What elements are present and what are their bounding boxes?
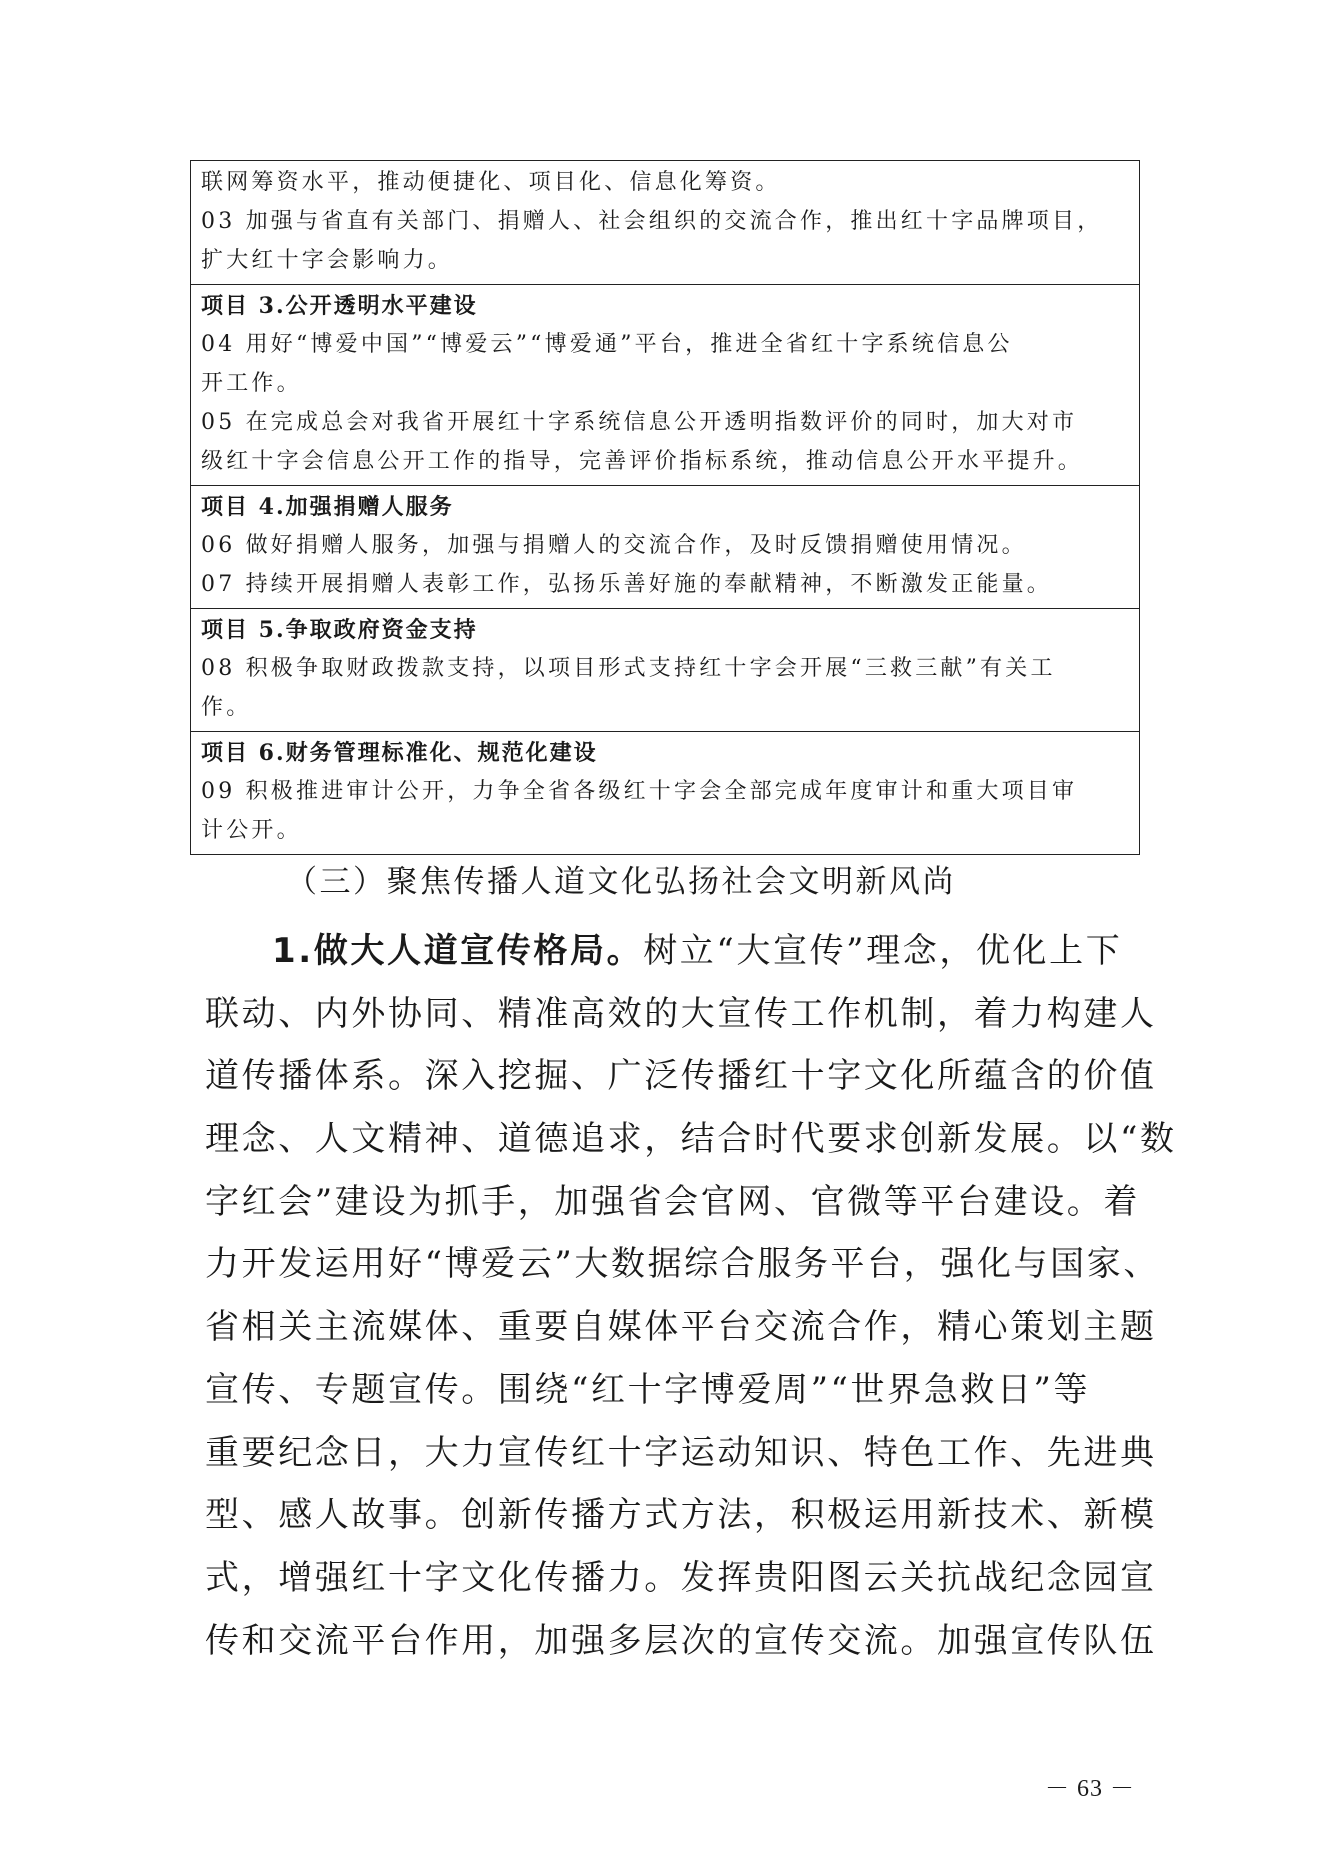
page-number: － 63 －: [1045, 1776, 1135, 1802]
cell-line: 级红十字会信息公开工作的指导，完善评价指标系统，推动信息公开水平提升。: [201, 449, 1084, 474]
cell-line: 07 持续开展捐赠人表彰工作，弘扬乐善好施的奉献精神，不断激发正能量。: [201, 572, 1052, 597]
table-cell: [191, 161, 1140, 285]
project-title: 项目 3.公开透明水平建设: [201, 293, 478, 319]
project-title: 项目 5.争取政府资金支持: [201, 617, 478, 643]
body-line: 重要纪念日，大力宣传红十字运动知识、特色工作、先进典: [205, 1432, 1157, 1473]
body-line: 理念、人文精神、道德追求，结合时代要求创新发展。以“数: [205, 1119, 1177, 1160]
cell-line: 联网筹资水平，推动便捷化、项目化、信息化筹资。: [201, 170, 781, 195]
cell-line: 作。: [201, 695, 252, 720]
body-line: 传和交流平台作用，加强多层次的宣传交流。加强宣传队伍: [205, 1620, 1157, 1661]
body-line: 省相关主流媒体、重要自媒体平台交流合作，精心策划主题: [205, 1307, 1157, 1348]
cell-line: 扩大红十字会影响力。: [201, 248, 454, 273]
body-line: 式，增强红十字文化传播力。发挥贵阳图云关抗战纪念园宣: [205, 1557, 1157, 1598]
table-row: [191, 609, 1140, 732]
table-cell: [191, 285, 1140, 486]
body-line-text: 树立“大宣传”理念，优化上下: [643, 931, 1123, 971]
cell-line: 计公开。: [201, 818, 302, 843]
project-table: [190, 160, 1140, 855]
section-heading: （三）聚焦传播人道文化弘扬社会文明新风尚: [286, 864, 956, 900]
cell-line: 06 做好捐赠人服务，加强与捐赠人的交流合作，及时反馈捐赠使用情况。: [201, 533, 1027, 558]
table-row: [191, 285, 1140, 486]
body-line: [205, 920, 1135, 983]
table-cell: [191, 486, 1140, 609]
paragraph-lead: 1.做大人道宣传格局。: [272, 931, 644, 971]
body-line: 宣传、专题宣传。围绕“红十字博爱周”“世界急救日”等: [205, 1369, 1091, 1410]
project-title: 项目 6.财务管理标准化、规范化建设: [201, 740, 598, 766]
cell-line: 03 加强与省直有关部门、捐赠人、社会组织的交流合作，推出红十字品牌项目，: [201, 209, 1103, 234]
cell-line: 04 用好“博爱中国”“博爱云”“博爱通”平台，推进全省红十字系统信息公: [201, 332, 1013, 357]
body-line: 联动、内外协同、精准高效的大宣传工作机制，着力构建人: [205, 993, 1157, 1034]
table-cell: [191, 732, 1140, 855]
body-line: 型、感人故事。创新传播方式方法，积极运用新技术、新模: [205, 1495, 1157, 1536]
cell-line: 09 积极推进审计公开，力争全省各级红十字会全部完成年度审计和重大项目审: [201, 779, 1078, 804]
table-cell: [191, 609, 1140, 732]
cell-line: 05 在完成总会对我省开展红十字系统信息公开透明指数评价的同时，加大对市: [201, 410, 1078, 435]
cell-line: 开工作。: [201, 371, 302, 396]
table-row: [191, 732, 1140, 855]
body-paragraph: [205, 920, 1177, 1672]
body-line: 字红会”建设为抓手，加强省会官网、官微等平台建设。着: [205, 1181, 1140, 1222]
cell-line: 08 积极争取财政拨款支持，以项目形式支持红十字会开展“三救三献”有关工: [201, 656, 1056, 681]
table-row: [191, 161, 1140, 285]
table-row: [191, 486, 1140, 609]
project-title: 项目 4.加强捐赠人服务: [201, 494, 454, 520]
body-line: 力开发运用好“博爱云”大数据综合服务平台，强化与国家、: [205, 1244, 1160, 1285]
body-line: 道传播体系。深入挖掘、广泛传播红十字文化所蕴含的价值: [205, 1056, 1157, 1097]
